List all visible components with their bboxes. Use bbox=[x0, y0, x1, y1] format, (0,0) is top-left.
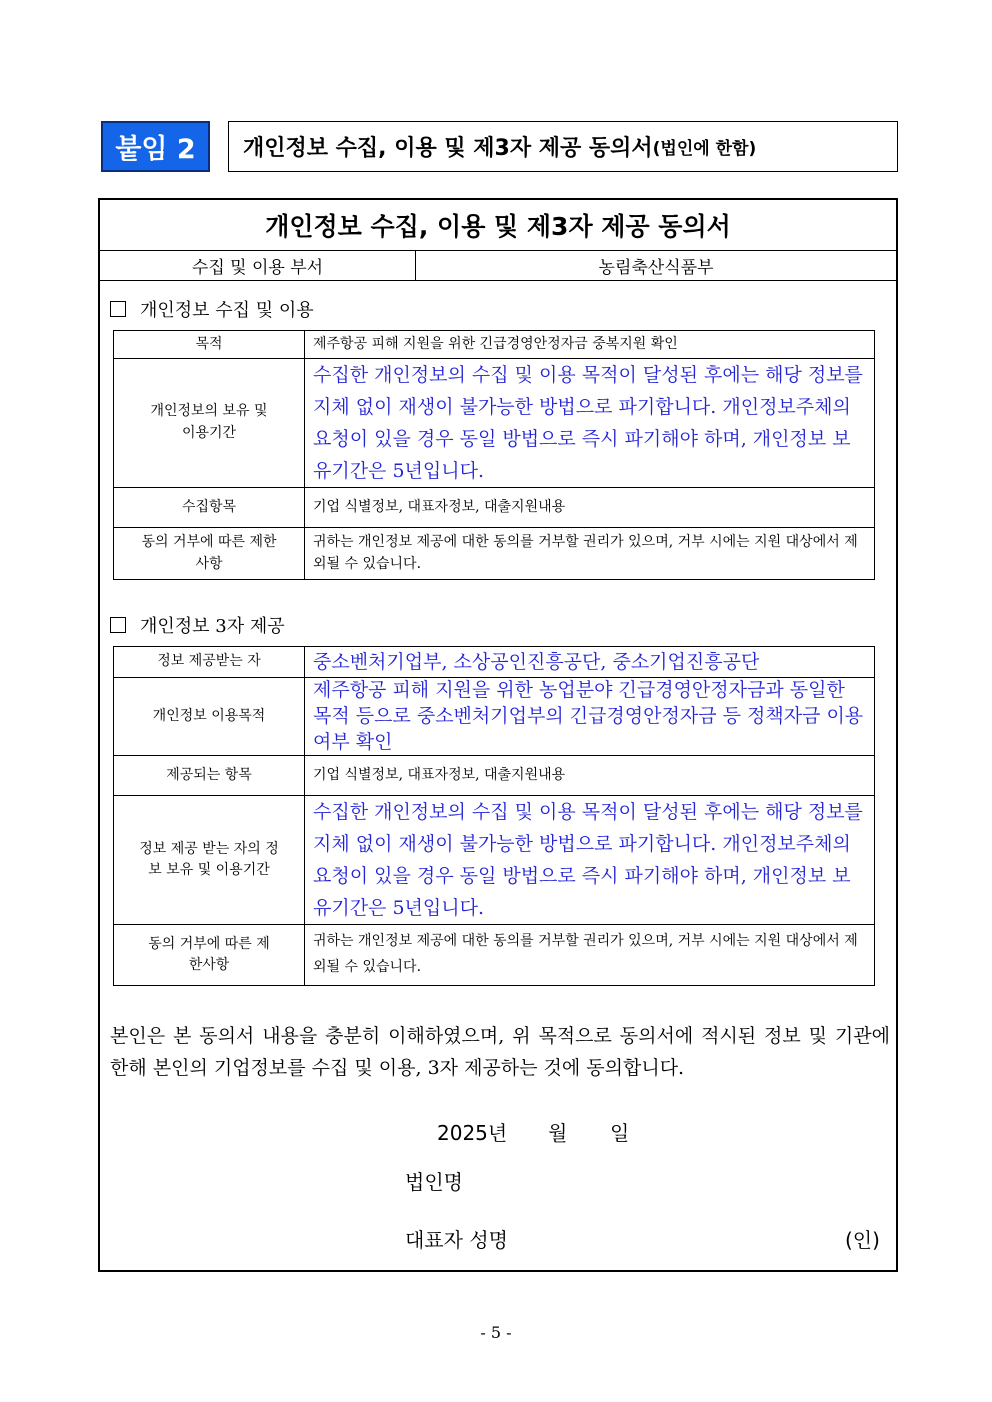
row-label: 동의 거부에 따른 제한사항 bbox=[114, 925, 305, 986]
row-label: 제공되는 항목 bbox=[114, 756, 305, 796]
row-value: 수집한 개인정보의 수집 및 이용 목적이 달성된 후에는 해당 정보를 지체 없이 재생이 불가능한 방법으로 파기합니다. 개인정보주체의 요청이 있을 경우 동일 방법으로 즉시 파기해야 하며, 개인정보 보유기간은 5년입니다. bbox=[305, 359, 875, 488]
table-row bbox=[114, 331, 875, 359]
section-title bbox=[110, 612, 285, 638]
row-label: 수집항목 bbox=[114, 488, 305, 528]
table-row bbox=[114, 528, 875, 580]
row-label: 동의 거부에 따른 제한사항 bbox=[114, 528, 305, 580]
document-header bbox=[228, 121, 898, 172]
document-header-title: 개인정보 수집, 이용 및 제3자 제공 동의서 bbox=[243, 136, 653, 161]
collection-table bbox=[113, 330, 875, 580]
row-value: 귀하는 개인정보 제공에 대한 동의를 거부할 권리가 있으며, 거부 시에는 지원 대상에서 제외될 수 있습니다. bbox=[305, 925, 875, 986]
row-value: 기업 식별정보, 대표자정보, 대출지원내용 bbox=[305, 756, 875, 796]
row-value: 제주항공 피해 지원을 위한 긴급경영안정자금 중복지원 확인 bbox=[305, 331, 875, 359]
consent-form bbox=[98, 198, 898, 1272]
table-row bbox=[114, 756, 875, 796]
representative-name-label: 대표자 성명 bbox=[405, 1228, 508, 1252]
row-label: 개인정보의 보유 및 이용기간 bbox=[114, 359, 305, 488]
table-row bbox=[114, 647, 875, 678]
table-row bbox=[114, 925, 875, 986]
consent-statement: 본인은 본 동의서 내용을 충분히 이해하였으며, 위 목적으로 동의서에 적시된 정보 및 기관에 한해 본인의 기업정보를 수집 및 이용, 3자 제공하는 것에 동의합니다. bbox=[110, 1025, 890, 1079]
checkbox-square-icon bbox=[110, 301, 126, 317]
dept-row bbox=[100, 251, 896, 281]
row-value: 중소벤처기업부, 소상공인진흥공단, 중소기업진흥공단 bbox=[305, 647, 875, 678]
section-title-text: 개인정보 수집 및 이용 bbox=[140, 300, 314, 321]
date-year: 2025년 bbox=[437, 1121, 508, 1145]
section-title bbox=[110, 296, 314, 322]
row-label: 개인정보 이용목적 bbox=[114, 678, 305, 756]
row-value: 귀하는 개인정보 제공에 대한 동의를 거부할 권리가 있으며, 거부 시에는 지원 대상에서 제외될 수 있습니다. bbox=[305, 528, 875, 580]
row-value: 기업 식별정보, 대표자정보, 대출지원내용 bbox=[305, 488, 875, 528]
checkbox-square-icon bbox=[110, 617, 126, 633]
dept-value: 농림축산식품부 bbox=[598, 258, 714, 278]
row-value: 제주항공 피해 지원을 위한 농업분야 긴급경영안정자금과 동일한 목적 등으로 중소벤처기업부의 긴급경영안정자금 등 정책자금 이용 여부 확인 bbox=[305, 678, 875, 756]
page-number: - 5 - bbox=[480, 1323, 512, 1342]
table-row bbox=[114, 488, 875, 528]
row-label: 정보 제공받는 자 bbox=[114, 647, 305, 678]
row-label: 정보 제공 받는 자의 정보 보유 및 이용기간 bbox=[114, 796, 305, 925]
row-label: 목적 bbox=[114, 331, 305, 359]
row-value: 수집한 개인정보의 수집 및 이용 목적이 달성된 후에는 해당 정보를 지체 없이 재생이 불가능한 방법으로 파기합니다. 개인정보주체의 요청이 있을 경우 동일 방법으로 즉시 파기해야 하며, 개인정보 보유기간은 5년입니다. bbox=[305, 796, 875, 925]
table-row bbox=[114, 678, 875, 756]
section-title-text: 개인정보 3자 제공 bbox=[140, 616, 285, 637]
date-month: 월 bbox=[548, 1121, 568, 1145]
table-row bbox=[114, 359, 875, 488]
dept-label: 수집 및 이용 부서 bbox=[100, 251, 416, 280]
document-header-suffix: (법인에 한함) bbox=[652, 139, 757, 159]
company-name-label: 법인명 bbox=[405, 1170, 463, 1194]
attachment-badge: 붙임 2 bbox=[101, 121, 210, 172]
date-day: 일 bbox=[610, 1121, 630, 1145]
seal-mark: (인) bbox=[845, 1228, 880, 1252]
third-party-table bbox=[113, 646, 875, 986]
form-title: 개인정보 수집, 이용 및 제3자 제공 동의서 bbox=[100, 200, 896, 251]
table-row bbox=[114, 796, 875, 925]
